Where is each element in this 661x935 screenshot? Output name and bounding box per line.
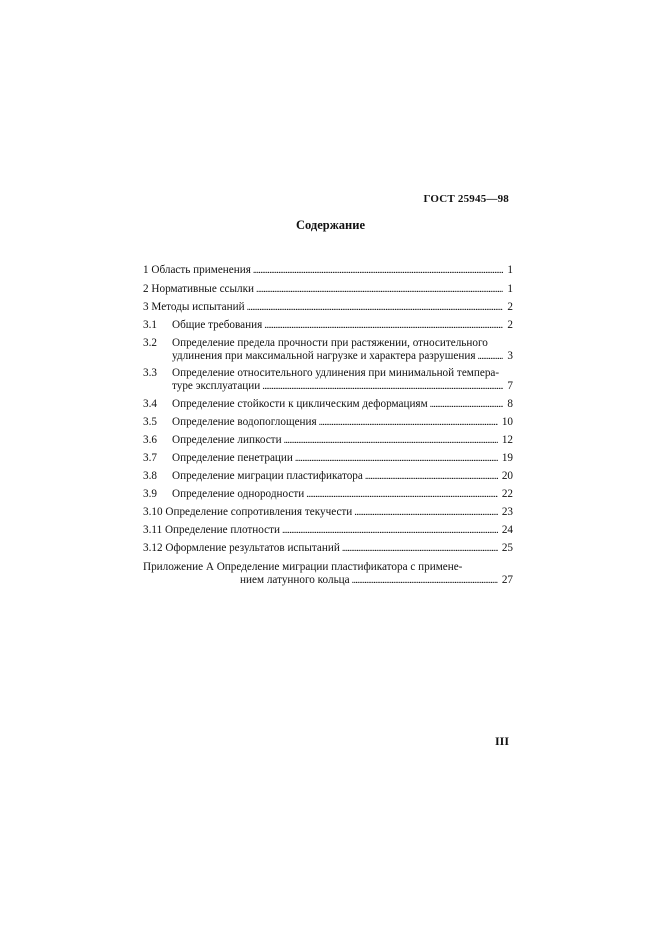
toc-page: 2: [507, 319, 513, 331]
dot-leader: [253, 264, 504, 277]
toc-number: 3.9: [143, 488, 157, 500]
dot-leader: [430, 398, 504, 411]
toc-number: 3.3: [143, 367, 157, 379]
toc-entry[interactable]: [143, 452, 513, 465]
toc-entry[interactable]: [143, 561, 513, 587]
toc-entry[interactable]: [143, 524, 513, 537]
toc-label: Область применения: [151, 264, 251, 276]
toc-label: Определение липкости: [172, 434, 282, 446]
toc-entry[interactable]: [143, 542, 513, 555]
toc-page: 25: [501, 542, 513, 554]
toc-entry[interactable]: [143, 398, 513, 411]
page-number: III: [494, 734, 509, 748]
dot-leader: [365, 470, 498, 483]
toc-label: Определение сопротивления текучести: [165, 506, 353, 518]
toc-number: 3.8: [143, 470, 157, 482]
toc-page: 23: [501, 506, 513, 518]
toc-label: Общие требования: [172, 319, 263, 331]
toc-entry[interactable]: [143, 301, 513, 314]
toc-number: 3.1: [143, 319, 157, 331]
toc-label-continued: удлинения при максимальной нагрузке и характера разрушения: [172, 350, 476, 362]
dot-leader: [319, 416, 498, 429]
dot-leader: [264, 319, 503, 332]
toc-label: Определение плотности: [164, 524, 280, 536]
toc-label-continued: туре эксплуатации: [172, 380, 261, 392]
toc-page: 1: [507, 283, 513, 295]
toc-page: 7: [507, 380, 513, 392]
toc-entry[interactable]: [143, 337, 513, 363]
toc-number: 3.7: [143, 452, 157, 464]
dot-leader: [282, 524, 498, 537]
toc-label: Оформление результатов испытаний: [165, 542, 340, 554]
toc-label: Определение водопоглощения: [172, 416, 317, 428]
dot-leader: [477, 350, 503, 363]
document-code: ГОСТ 25945—98: [423, 193, 509, 205]
toc-page: 3: [507, 350, 513, 362]
toc-number: 3.12: [143, 542, 163, 554]
dot-leader: [295, 452, 498, 465]
toc-number: 3.4: [143, 398, 157, 410]
dot-leader: [262, 380, 503, 393]
toc-entry[interactable]: [143, 416, 513, 429]
toc-label: Нормативные ссылки: [151, 283, 255, 295]
toc-number: 2: [143, 283, 149, 295]
toc-label: Определение предела прочности при растяжении, относительного: [172, 337, 488, 349]
toc-number: 3.6: [143, 434, 157, 446]
toc-page: 2: [507, 301, 513, 313]
toc-page: 1: [507, 264, 513, 276]
toc-label: Определение относительного удлинения при минимальной темпера-: [172, 367, 500, 379]
toc-entry[interactable]: [143, 367, 513, 393]
toc-number: 3.10: [143, 506, 163, 518]
dot-leader: [306, 488, 498, 501]
toc-entry[interactable]: [143, 434, 513, 447]
toc-page: 19: [501, 452, 513, 464]
toc-label: Определение миграции пластификатора: [172, 470, 363, 482]
toc-label: Методы испытаний: [151, 301, 245, 313]
toc-entry[interactable]: [143, 488, 513, 501]
toc-entry[interactable]: [143, 264, 513, 277]
toc-label-continued: нием латунного кольца: [240, 574, 350, 586]
toc-entry[interactable]: [143, 506, 513, 519]
page-title: Содержание: [295, 218, 365, 232]
dot-leader: [284, 434, 498, 447]
dot-leader: [342, 542, 498, 555]
toc-page: 10: [501, 416, 513, 428]
toc-page: 24: [501, 524, 513, 536]
toc-number: 3.5: [143, 416, 157, 428]
dot-leader: [354, 506, 498, 519]
dot-leader: [256, 283, 503, 296]
toc-number: 3.11: [143, 524, 163, 536]
toc-label: Определение миграции пластификатора с примене-: [216, 561, 463, 573]
toc-number: 3.2: [143, 337, 157, 349]
dot-leader: [352, 574, 498, 587]
toc-entry[interactable]: [143, 319, 513, 332]
toc-entry[interactable]: [143, 283, 513, 296]
toc-page: 20: [501, 470, 513, 482]
toc-page: 22: [501, 488, 513, 500]
toc-page: 8: [507, 398, 513, 410]
toc-number: 3: [143, 301, 149, 313]
dot-leader: [247, 301, 504, 314]
toc-label: Определение стойкости к циклическим деформациям: [172, 398, 428, 410]
toc-label: Определение однородности: [172, 488, 305, 500]
toc-number: Приложение А: [143, 561, 214, 573]
toc-page: 27: [501, 574, 513, 586]
toc-number: 1: [143, 264, 149, 276]
toc-page: 12: [501, 434, 513, 446]
toc-entry[interactable]: [143, 470, 513, 483]
toc-label: Определение пенетрации: [172, 452, 293, 464]
